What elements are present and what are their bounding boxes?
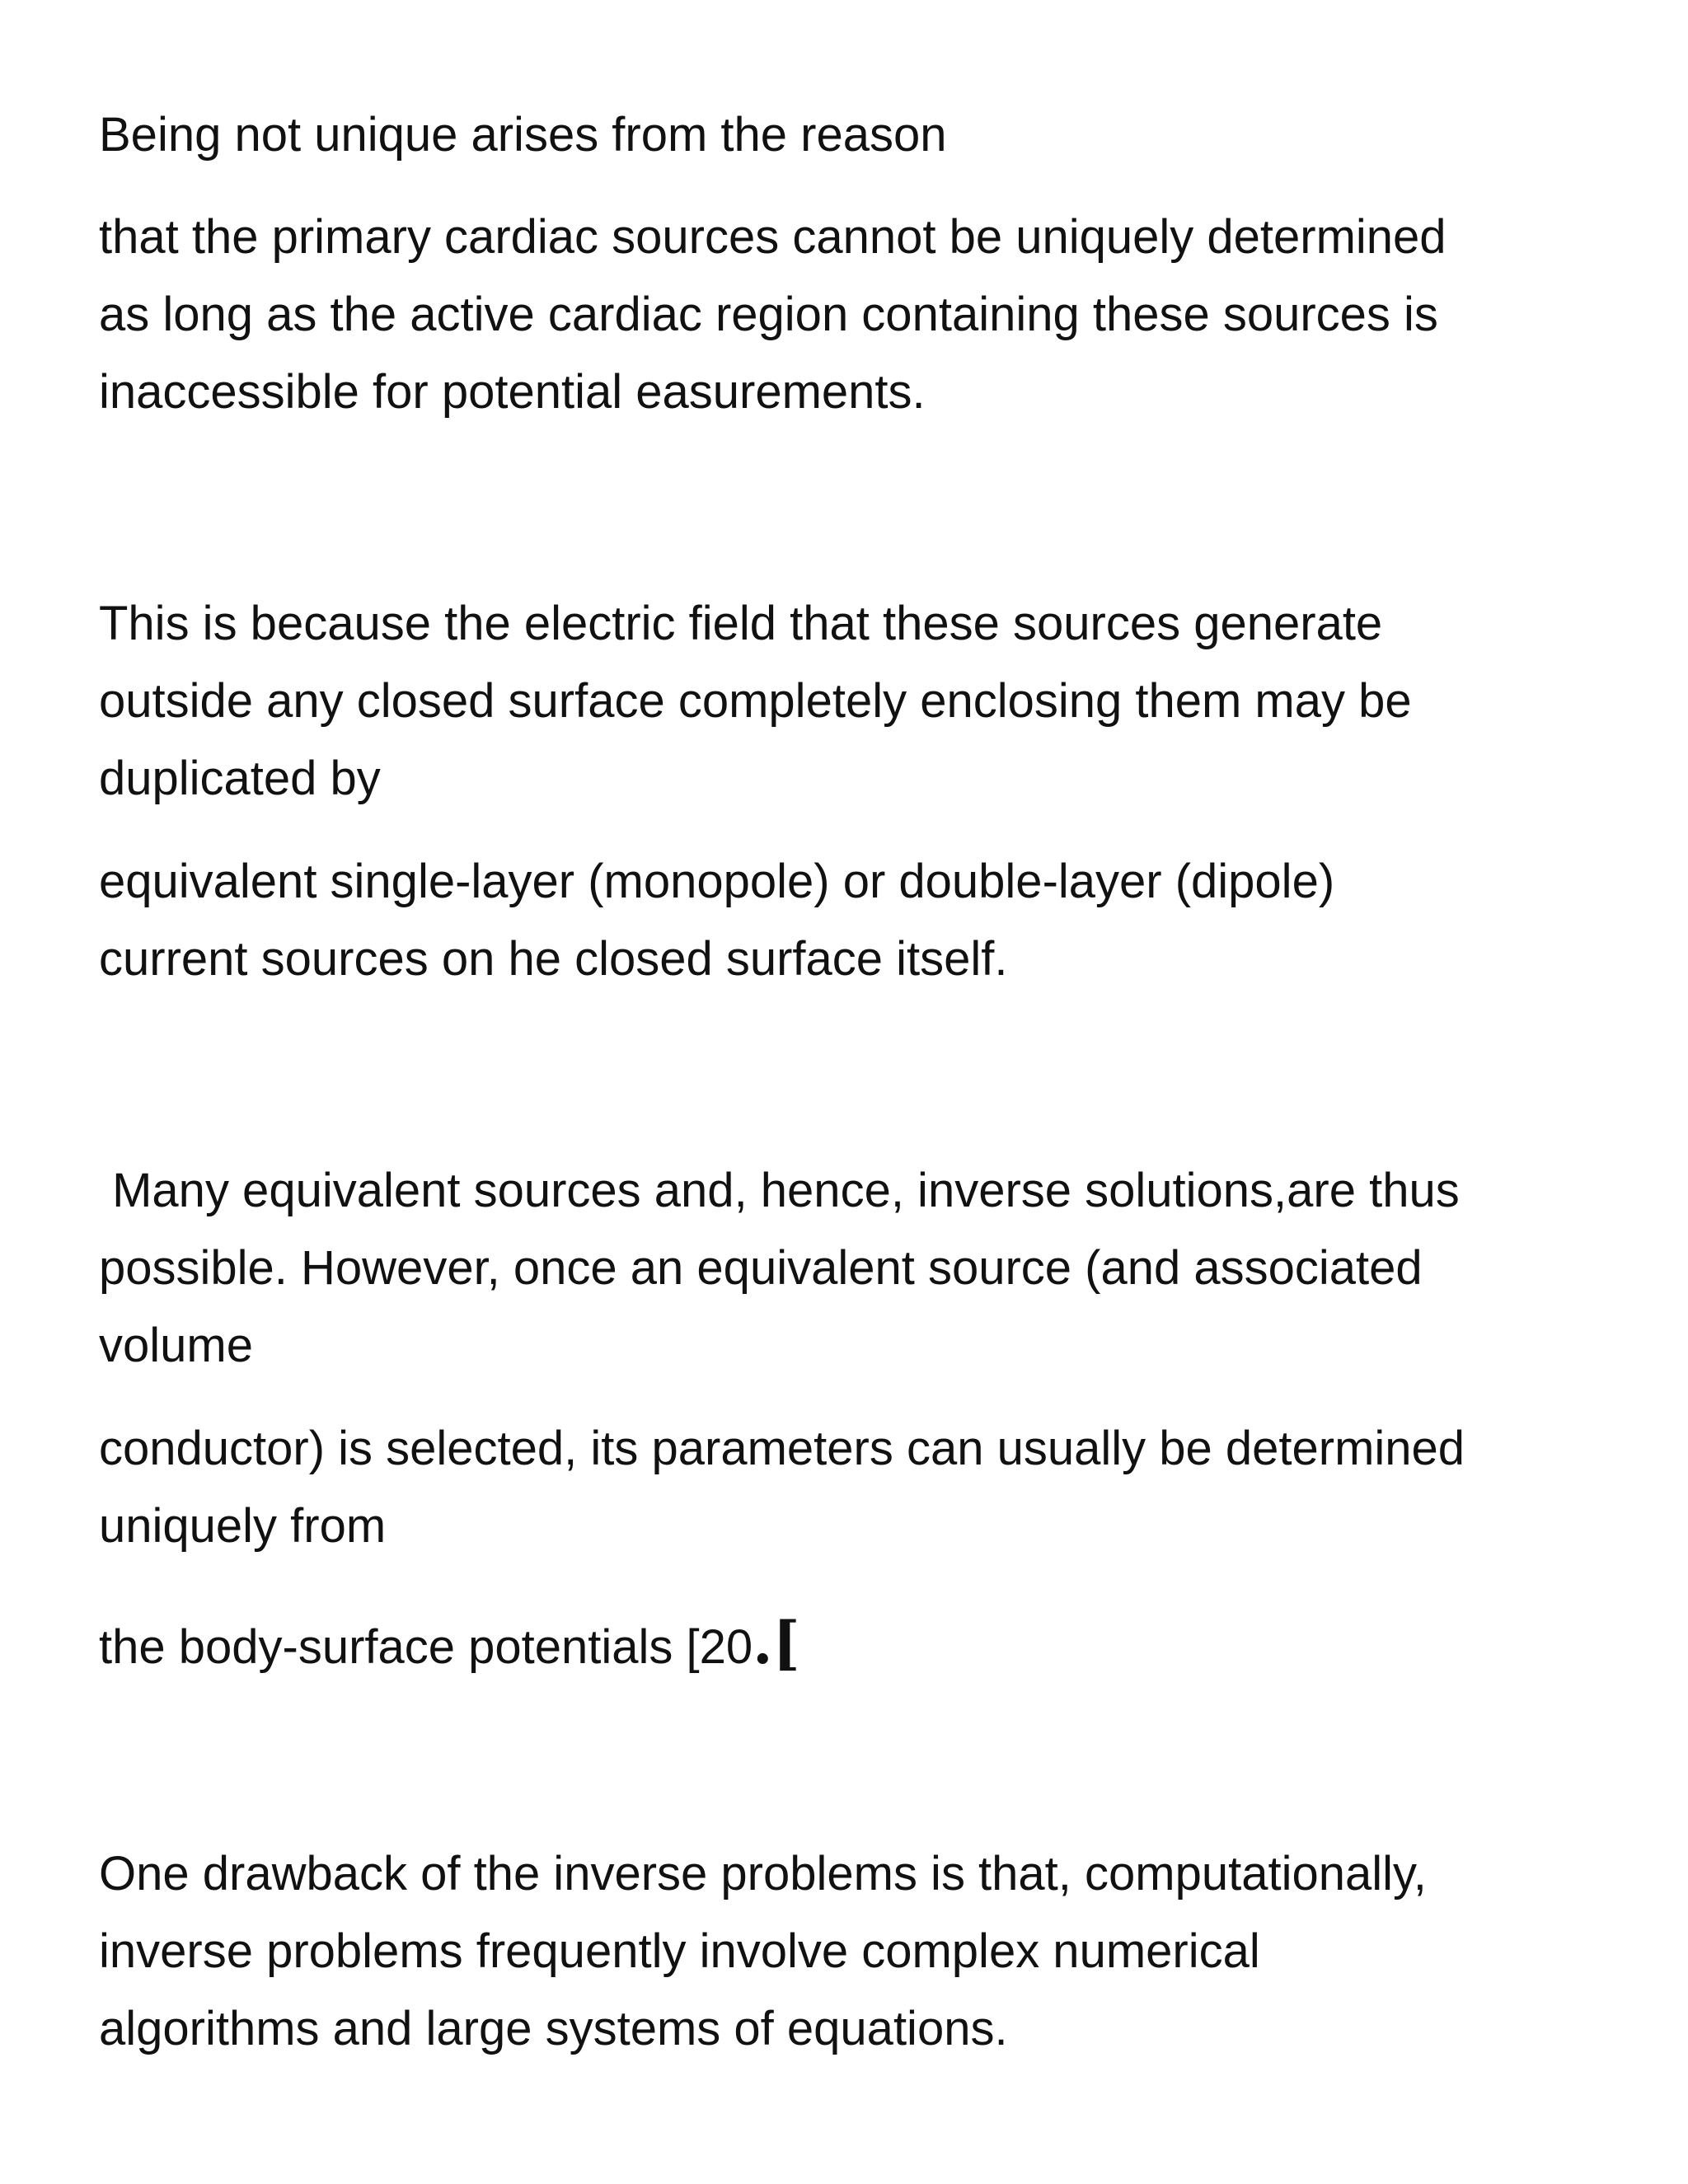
text-line-16: One drawback of the inverse problems is that, computationally, [99, 1847, 1427, 1900]
text-line-6: outside any closed surface completely enclosing them may be [99, 674, 1412, 728]
text-line-18: algorithms and large systems of equations. [99, 2002, 1008, 2055]
text-line-15 [99, 1605, 800, 1686]
citation-text: the body-surface potentials [20 [99, 1620, 753, 1674]
text-line-5: This is because the electric field that these sources generate [99, 597, 1383, 650]
citation-bracket: .[ [753, 1609, 800, 1677]
text-line-14: uniquely from [99, 1499, 387, 1553]
text-line-17: inverse problems frequently involve complex numerical [99, 1924, 1260, 1978]
text-line-1: Being not unique arises from the reason [99, 108, 947, 162]
text-line-3: as long as the active cardiac region containing these sources is [99, 288, 1438, 341]
text-line-4: inaccessible for potential easurements. [99, 365, 926, 419]
text-line-9: current sources on he closed surface itself. [99, 932, 1008, 986]
text-line-11: possible. However, once an equivalent source (and associated [99, 1241, 1423, 1295]
text-line-10: Many equivalent sources and, hence, inverse solutions,are thus [99, 1164, 1460, 1217]
text-line-12: volume [99, 1319, 253, 1372]
text-line-2: that the primary cardiac sources cannot be uniquely determined [99, 210, 1447, 264]
text-line-8: equivalent single-layer (monopole) or double-layer (dipole) [99, 855, 1335, 908]
text-line-13: conductor) is selected, its parameters can usually be determined [99, 1422, 1465, 1475]
text-line-7: duplicated by [99, 752, 381, 805]
